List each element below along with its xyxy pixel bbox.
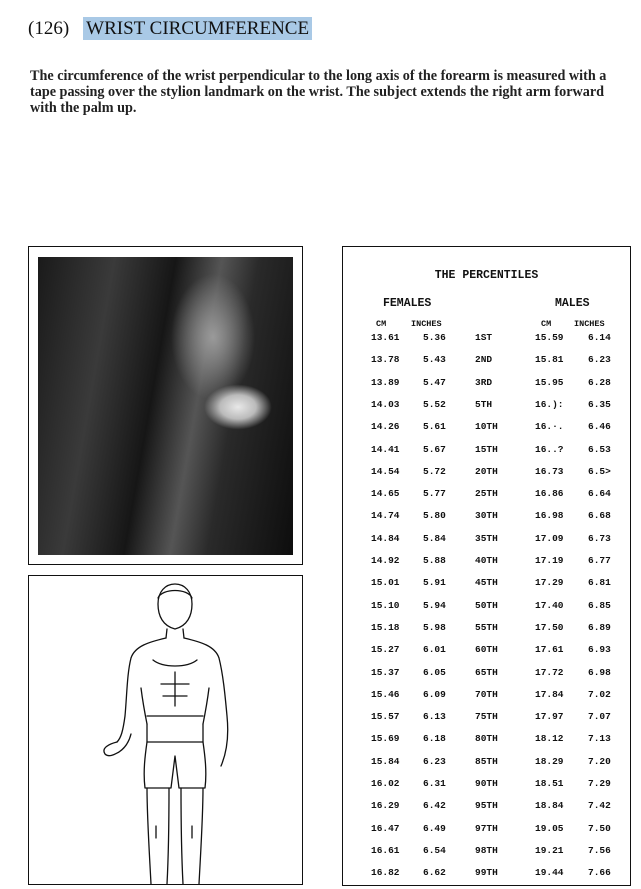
- female-cm-cell: 14.26: [371, 421, 400, 433]
- female-cm-cell: 14.84: [371, 532, 400, 544]
- female-cm-cell: 16.29: [371, 800, 400, 812]
- male-inches-cell: 7.56: [588, 844, 611, 856]
- female-cm-cell: 15.57: [371, 711, 400, 723]
- table-row: [343, 577, 630, 599]
- female-cm-cell: 15.69: [371, 733, 400, 745]
- table-row: [343, 377, 630, 399]
- male-inches-cell: 7.20: [588, 755, 611, 767]
- females-header: FEMALES: [383, 297, 432, 310]
- female-cm-cell: 14.03: [371, 398, 400, 410]
- male-cm-cell: 15.59: [535, 332, 564, 343]
- male-cm-cell: 18.51: [535, 778, 564, 789]
- male-inches-cell: 6.28: [588, 376, 611, 388]
- table-row: [343, 644, 630, 666]
- female-inches-cell: 6.09: [423, 688, 446, 700]
- male-inches-cell: 6.85: [588, 599, 611, 611]
- female-inches-cell: 6.13: [423, 711, 446, 723]
- female-inches-cell: 5.94: [423, 599, 446, 611]
- female-cm-cell: 13.61: [371, 332, 400, 343]
- human-figure-illustration: [29, 576, 302, 884]
- male-cm-cell: 17.09: [535, 532, 564, 544]
- female-inches-cell: 6.05: [423, 666, 446, 678]
- percentile-cell: 5TH: [475, 398, 493, 410]
- table-row: [343, 867, 630, 889]
- male-inches-cell: 6.73: [588, 532, 611, 544]
- male-inches-cell: 7.02: [588, 688, 611, 700]
- percentile-cell: 10TH: [475, 421, 498, 433]
- female-cm-cell: 15.84: [371, 755, 400, 767]
- male-inches-cell: 6.46: [588, 421, 611, 433]
- table-row: [343, 667, 630, 689]
- male-inches-cell: 6.5>: [588, 465, 611, 477]
- percentile-cell: 70TH: [475, 688, 498, 700]
- female-cm-cell: 14.41: [371, 443, 400, 455]
- male-cm-header: CM: [541, 319, 552, 329]
- male-cm-cell: 15.95: [535, 376, 564, 388]
- male-cm-cell: 16.):: [535, 398, 564, 410]
- table-row: [343, 800, 630, 822]
- female-inches-cell: 5.43: [423, 354, 446, 366]
- male-cm-cell: 18.29: [535, 755, 564, 767]
- percentile-cell: 30TH: [475, 510, 498, 522]
- percentile-cell: 85TH: [475, 755, 498, 767]
- male-cm-cell: 19.21: [535, 844, 564, 856]
- table-row: [343, 466, 630, 488]
- male-inches-cell: 7.07: [588, 711, 611, 723]
- female-cm-cell: 14.54: [371, 465, 400, 477]
- female-inches-cell: 5.98: [423, 621, 446, 633]
- female-cm-cell: 15.46: [371, 688, 400, 700]
- wrist-measurement-photo: [38, 257, 293, 555]
- female-inches-cell: 6.49: [423, 822, 446, 834]
- table-row: [343, 711, 630, 733]
- female-cm-cell: 15.27: [371, 644, 400, 656]
- table-title: THE PERCENTILES: [434, 269, 539, 282]
- table-row: [343, 778, 630, 800]
- male-cm-cell: 17.84: [535, 688, 564, 700]
- female-inches-cell: 6.23: [423, 755, 446, 767]
- male-inches-cell: 6.98: [588, 666, 611, 678]
- percentile-cell: 50TH: [475, 599, 498, 611]
- male-inches-cell: 6.93: [588, 644, 611, 656]
- males-header: MALES: [555, 297, 590, 310]
- table-row: [343, 733, 630, 755]
- table-row: [343, 533, 630, 555]
- male-cm-cell: 16.·.: [535, 421, 564, 433]
- measurement-description: The circumference of the wrist perpendicular to the long axis of the forearm is measured with a tape passing over the stylion landmark on the wrist. The subject extends the right arm forward with the palm up.: [30, 68, 607, 116]
- female-cm-cell: 14.65: [371, 488, 400, 500]
- male-inches-cell: 6.89: [588, 621, 611, 633]
- female-cm-cell: 13.78: [371, 354, 400, 366]
- male-cm-cell: 17.19: [535, 555, 564, 566]
- percentile-cell: 35TH: [475, 532, 498, 544]
- female-inches-cell: 5.72: [423, 465, 446, 477]
- female-cm-cell: 14.74: [371, 510, 400, 522]
- female-cm-cell: 13.89: [371, 376, 400, 388]
- male-inches-cell: 6.81: [588, 577, 611, 589]
- female-cm-header: CM: [376, 319, 387, 329]
- table-row: [343, 600, 630, 622]
- female-inches-cell: 5.80: [423, 510, 446, 522]
- female-inches-cell: 6.42: [423, 800, 446, 812]
- percentile-cell: 97TH: [475, 822, 498, 834]
- male-cm-cell: 16.86: [535, 488, 564, 500]
- female-inches-cell: 5.88: [423, 555, 446, 566]
- male-cm-cell: 16..?: [535, 443, 564, 455]
- percentile-cell: 45TH: [475, 577, 498, 589]
- percentile-cell: 98TH: [475, 844, 498, 856]
- male-inches-cell: 6.35: [588, 398, 611, 410]
- table-row: [343, 354, 630, 376]
- figure-frame: [28, 575, 303, 885]
- percentile-cell: 55TH: [475, 621, 498, 633]
- female-inches-cell: 6.18: [423, 733, 446, 745]
- percentile-cell: 99TH: [475, 867, 498, 879]
- male-inches-cell: 6.64: [588, 488, 611, 500]
- percentile-cell: 40TH: [475, 555, 498, 566]
- female-inches-cell: 5.67: [423, 443, 446, 455]
- female-cm-cell: 16.82: [371, 867, 400, 879]
- table-row: [343, 488, 630, 510]
- male-cm-cell: 17.50: [535, 621, 564, 633]
- table-row: [343, 689, 630, 711]
- table-row: [343, 823, 630, 845]
- male-inches-cell: 7.13: [588, 733, 611, 745]
- percentile-cell: 90TH: [475, 778, 498, 789]
- female-inches-cell: 6.31: [423, 778, 446, 789]
- percentile-cell: 75TH: [475, 711, 498, 723]
- female-cm-cell: 16.61: [371, 844, 400, 856]
- male-cm-cell: 17.72: [535, 666, 564, 678]
- female-cm-cell: 16.47: [371, 822, 400, 834]
- male-inches-cell: 6.77: [588, 555, 611, 566]
- table-row: [343, 421, 630, 443]
- percentile-cell: 15TH: [475, 443, 498, 455]
- male-cm-cell: 16.98: [535, 510, 564, 522]
- female-inches-cell: 5.91: [423, 577, 446, 589]
- male-inches-cell: 6.53: [588, 443, 611, 455]
- female-inches-cell: 5.61: [423, 421, 446, 433]
- table-row: [343, 510, 630, 532]
- female-cm-cell: 15.37: [371, 666, 400, 678]
- table-row: [343, 622, 630, 644]
- male-inches-cell: 7.50: [588, 822, 611, 834]
- percentile-cell: 65TH: [475, 666, 498, 678]
- male-cm-cell: 17.29: [535, 577, 564, 589]
- male-inches-cell: 6.14: [588, 332, 611, 343]
- male-cm-cell: 17.61: [535, 644, 564, 656]
- percentile-cell: 1ST: [475, 332, 493, 343]
- male-cm-cell: 17.40: [535, 599, 564, 611]
- percentile-cell: 80TH: [475, 733, 498, 745]
- male-cm-cell: 18.12: [535, 733, 564, 745]
- male-inches-cell: 6.68: [588, 510, 611, 522]
- female-cm-cell: 16.02: [371, 778, 400, 789]
- female-inches-cell: 5.52: [423, 398, 446, 410]
- percentile-cell: 25TH: [475, 488, 498, 500]
- female-inches-cell: 5.84: [423, 532, 446, 544]
- female-cm-cell: 14.92: [371, 555, 400, 566]
- male-cm-cell: 19.05: [535, 822, 564, 834]
- male-inches-cell: 7.29: [588, 778, 611, 789]
- female-inches-cell: 5.47: [423, 376, 446, 388]
- female-inches-cell: 5.36: [423, 332, 446, 343]
- table-row: [343, 444, 630, 466]
- percentile-table: [342, 246, 631, 886]
- male-inches-cell: 7.42: [588, 800, 611, 812]
- percentile-cell: 2ND: [475, 354, 493, 366]
- female-inches-cell: 5.77: [423, 488, 446, 500]
- female-inches-cell: 6.62: [423, 867, 446, 879]
- male-cm-cell: 16.73: [535, 465, 564, 477]
- measurement-number: (126): [28, 18, 70, 39]
- percentile-cell: 3RD: [475, 376, 493, 388]
- table-row: [343, 555, 630, 577]
- percentile-cell: 95TH: [475, 800, 498, 812]
- female-cm-cell: 15.01: [371, 577, 400, 589]
- percentile-cell: 60TH: [475, 644, 498, 656]
- photo-frame: [28, 246, 303, 565]
- male-cm-cell: 19.44: [535, 867, 564, 879]
- female-inches-header: INCHES: [411, 319, 442, 329]
- male-inches-cell: 6.23: [588, 354, 611, 366]
- female-inches-cell: 6.01: [423, 644, 446, 656]
- page-heading: [28, 18, 312, 40]
- table-row: [343, 399, 630, 421]
- female-cm-cell: 15.10: [371, 599, 400, 611]
- table-row: [343, 756, 630, 778]
- table-row: [343, 332, 630, 354]
- female-cm-cell: 15.18: [371, 621, 400, 633]
- male-cm-cell: 15.81: [535, 354, 564, 366]
- percentile-cell: 20TH: [475, 465, 498, 477]
- male-inches-cell: 7.66: [588, 867, 611, 879]
- male-inches-header: INCHES: [574, 319, 605, 329]
- male-cm-cell: 17.97: [535, 711, 564, 723]
- female-inches-cell: 6.54: [423, 844, 446, 856]
- page-title: WRIST CIRCUMFERENCE: [83, 17, 312, 40]
- male-cm-cell: 18.84: [535, 800, 564, 812]
- table-row: [343, 845, 630, 867]
